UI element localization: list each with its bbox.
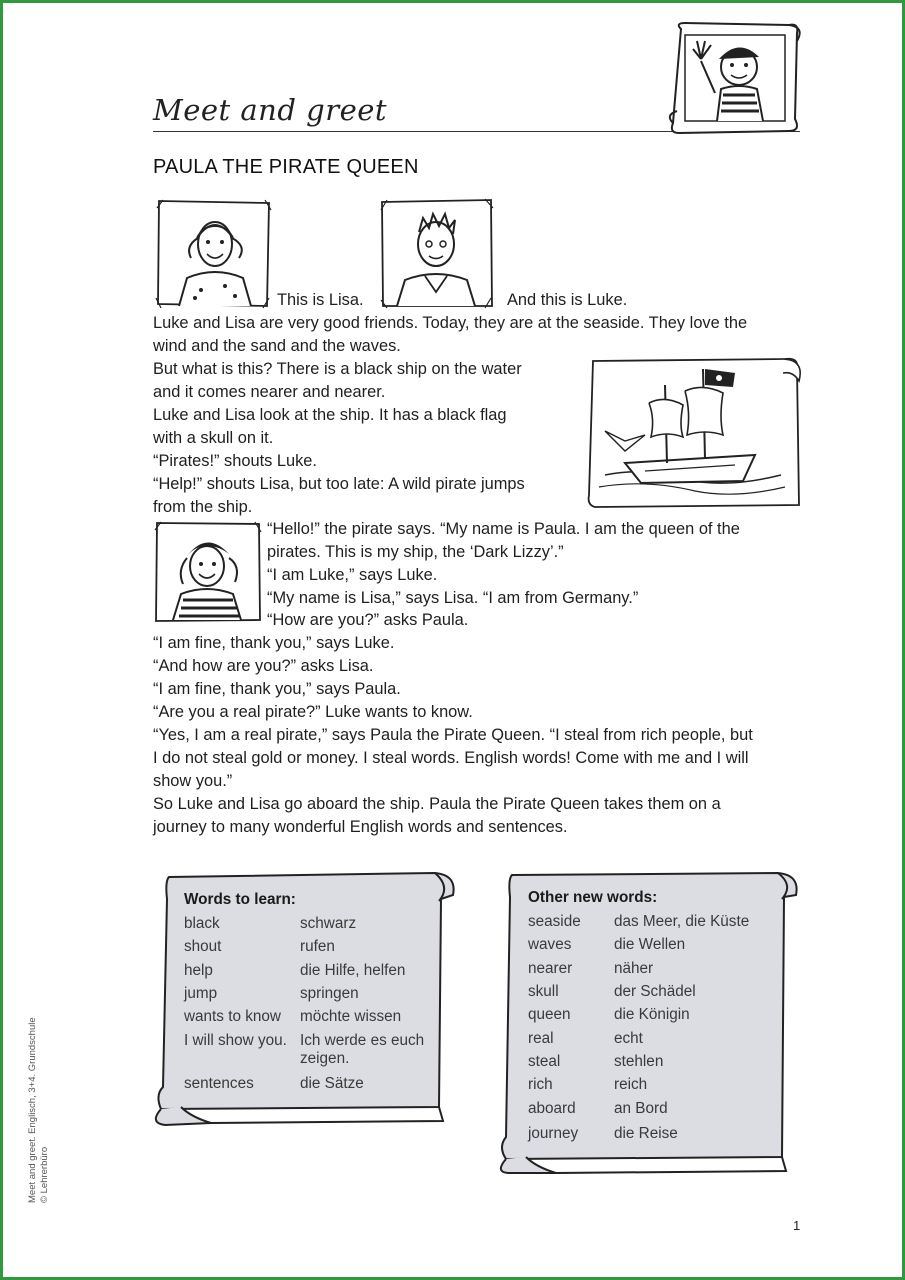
vocab-german: stehlen	[614, 1053, 664, 1070]
vocab-english: seaside	[528, 913, 581, 930]
vocab-english: wants to know	[184, 1008, 281, 1025]
lisa-portrait-icon	[155, 198, 273, 310]
vocab-english: real	[528, 1030, 554, 1047]
vocab-german: die Sätze	[300, 1075, 364, 1092]
story-title: PAULA THE PIRATE QUEEN	[153, 156, 419, 178]
story-line: So Luke and Lisa go aboard the ship. Paula the Pirate Queen takes them on a	[153, 795, 721, 813]
vocab-english: help	[184, 962, 213, 979]
vocab-german: möchte wissen	[300, 1008, 402, 1025]
vocab-english: I will show you.	[184, 1032, 287, 1049]
vocab-english: journey	[528, 1125, 579, 1142]
vocab-english: jump	[184, 985, 218, 1002]
vocab-german: springen	[300, 985, 359, 1002]
vocab-english: sentences	[184, 1075, 254, 1092]
vocab-german: rufen	[300, 938, 335, 955]
story-line: show you.”	[153, 772, 233, 790]
story-line: But what is this? There is a black ship on the water	[153, 360, 522, 378]
story-line: “Pirates!” shouts Luke.	[153, 452, 317, 470]
pirate-ship-icon	[585, 355, 805, 511]
vocab-english: rich	[528, 1076, 553, 1093]
story-line: “Yes, I am a real pirate,” says Paula the Pirate Queen. “I steal from rich people, but	[153, 726, 753, 744]
story-line: wind and the sand and the waves.	[153, 337, 401, 355]
vocab-german: die Wellen	[614, 936, 686, 953]
vocab-german: echt	[614, 1030, 643, 1047]
vocab-german: näher	[614, 960, 654, 977]
vocab-german: das Meer, die Küste	[614, 913, 750, 930]
vocab-english: black	[184, 915, 220, 932]
side-credit	[27, 1003, 51, 1203]
vocab-german: reich	[614, 1076, 648, 1093]
vocab-english: skull	[528, 983, 559, 1000]
vocab-english: shout	[184, 938, 222, 955]
story-line: pirates. This is my ship, the ‘Dark Lizzy’.”	[267, 543, 564, 561]
story-line: I do not steal gold or money. I steal words. English words! Come with me and I will	[153, 749, 749, 767]
vocab-english: steal	[528, 1053, 561, 1070]
vocab-german: an Bord	[614, 1100, 668, 1117]
side-credit-line: © Lehrerbüro	[39, 1146, 50, 1203]
vocab-german: die Hilfe, helfen	[300, 962, 406, 979]
story-line: “My name is Lisa,” says Lisa. “I am from Germany.”	[267, 589, 639, 607]
vocab-english: aboard	[528, 1100, 576, 1117]
story-line: “I am Luke,” says Luke.	[267, 566, 438, 584]
lisa-caption: This is Lisa.	[277, 291, 364, 309]
luke-caption: And this is Luke.	[507, 291, 628, 309]
story-line: “Are you a real pirate?” Luke wants to know.	[153, 703, 473, 721]
words-to-learn-title: Words to learn:	[184, 891, 296, 908]
vocab-english: waves	[528, 936, 572, 953]
story-line: “I am fine, thank you,” says Luke.	[153, 634, 395, 652]
vocab-german: die Königin	[614, 1006, 690, 1023]
story-line: “Help!” shouts Lisa, but too late: A wild pirate jumps	[153, 475, 525, 493]
story-line: and it comes nearer and nearer.	[153, 383, 386, 401]
vocab-english: queen	[528, 1006, 571, 1023]
story-line: “Hello!” the pirate says. “My name is Paula. I am the queen of the	[267, 520, 740, 538]
paula-portrait-icon	[153, 520, 263, 624]
story-line: Luke and Lisa are very good friends. Today, they are at the seaside. They love the	[153, 314, 748, 332]
side-credit-line: Meet and greet. Englisch, 3+4. Grundschule	[27, 1017, 38, 1203]
vocab-german: der Schädel	[614, 983, 696, 1000]
story-line: “How are you?” asks Paula.	[267, 611, 469, 629]
luke-portrait-icon	[379, 198, 494, 310]
story-line: from the ship.	[153, 498, 253, 516]
page-title: Meet and greet	[153, 93, 388, 127]
story-line: “And how are you?” asks Lisa.	[153, 657, 374, 675]
story-line: journey to many wonderful English words and sentences.	[153, 818, 568, 836]
page-number: 1	[793, 1218, 801, 1233]
story-line: Luke and Lisa look at the ship. It has a black flag	[153, 406, 507, 424]
story-line: with a skull on it.	[153, 429, 274, 447]
vocab-english: nearer	[528, 960, 573, 977]
vocab-german-continued: zeigen.	[300, 1050, 350, 1067]
vocab-german: Ich werde es euch	[300, 1032, 425, 1049]
story-line: “I am fine, thank you,” says Paula.	[153, 680, 401, 698]
other-new-words-title: Other new words:	[528, 889, 658, 906]
pirate-portrait-icon	[667, 19, 803, 141]
vocab-german: die Reise	[614, 1125, 678, 1142]
vocab-german: schwarz	[300, 915, 357, 932]
